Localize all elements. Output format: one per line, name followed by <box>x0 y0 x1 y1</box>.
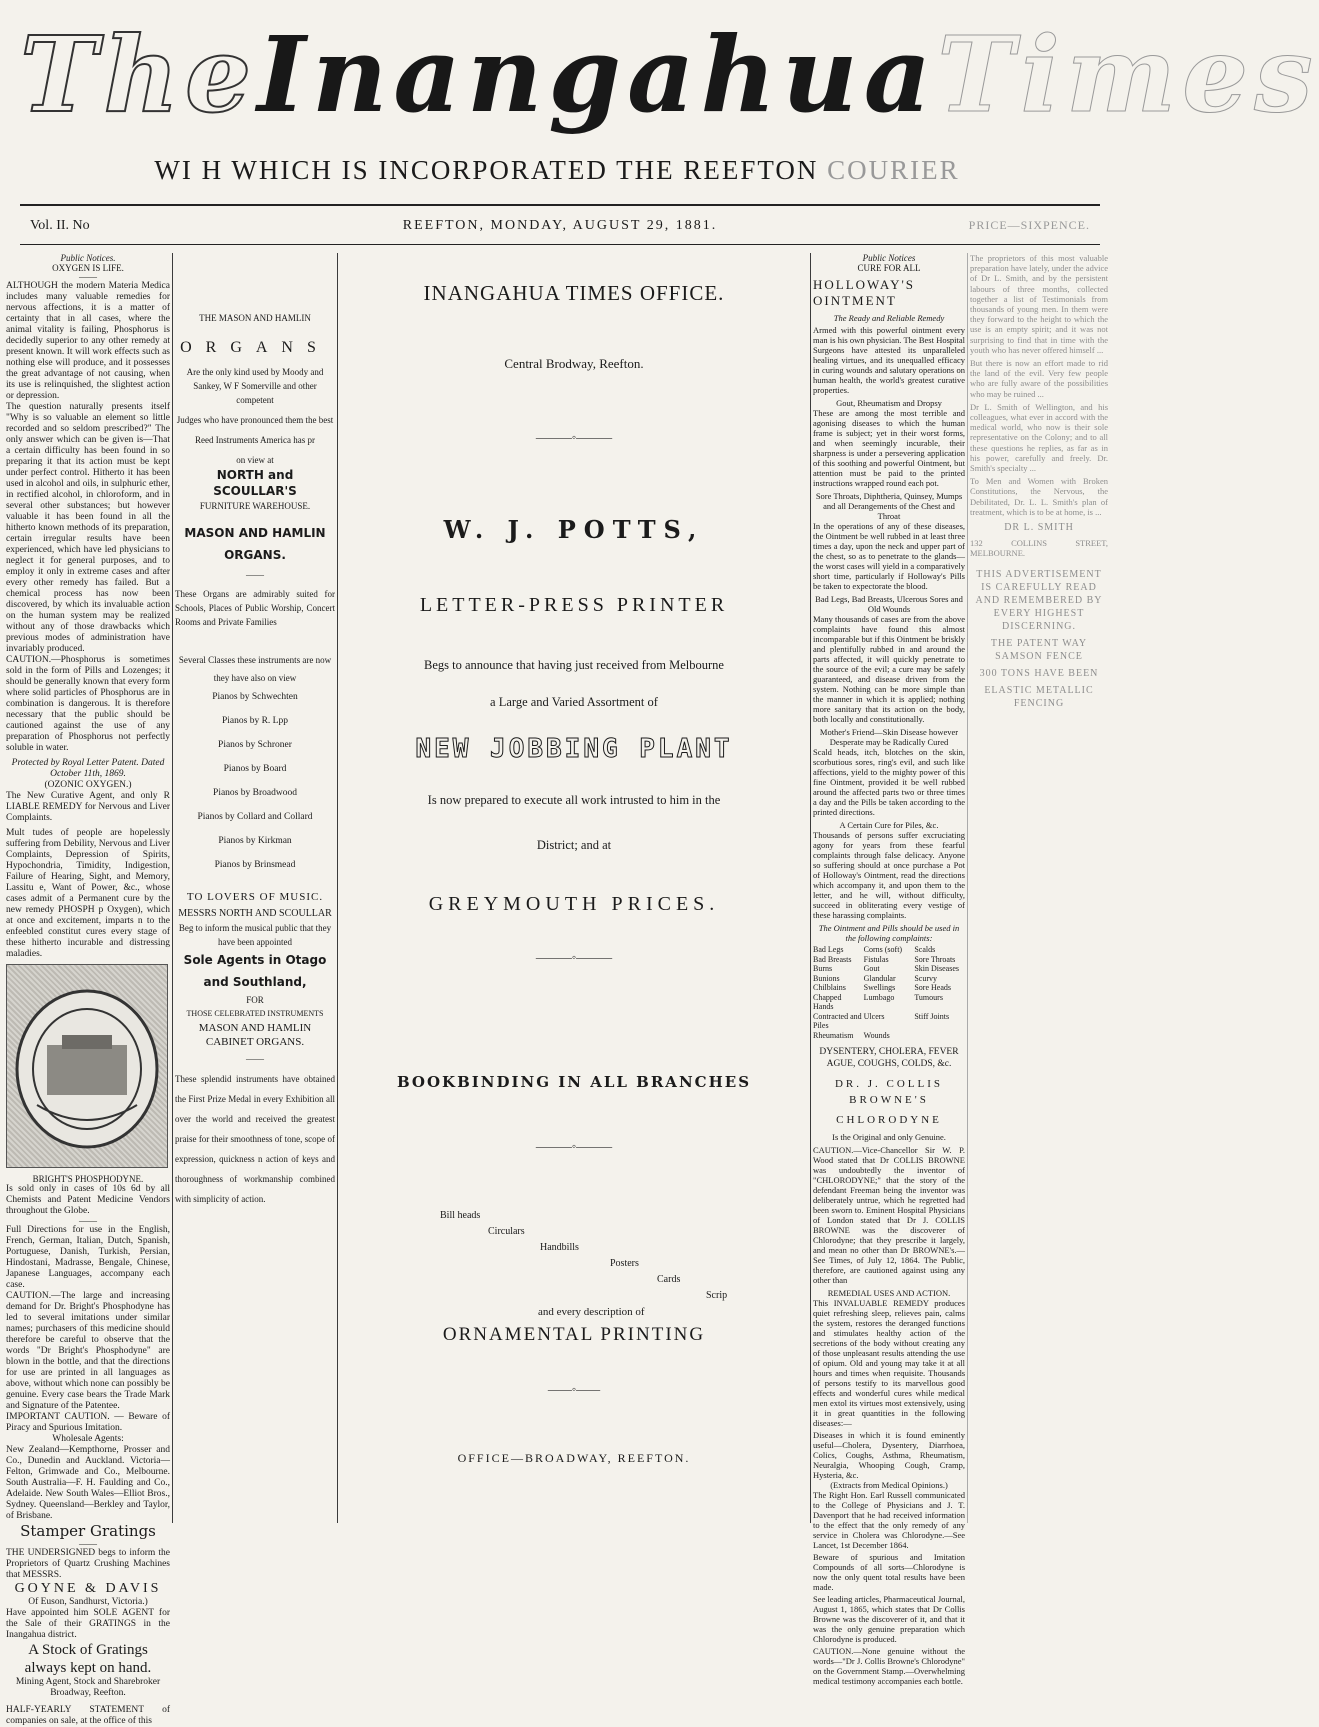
ad-body: The proprietors of this most valuable preparation have lately, under the advice of Dr L. Smith, and by the persistent labours of three months, collected together a list of Testimonials from thousands of young men. In them were they forward to the height to which the use is an empty spirit; and it was not surprising to find that in time with the youth who has never offered himself ... <box>970 253 1108 355</box>
ad-heading: ORNAMENTAL PRINTING <box>442 1324 706 1345</box>
complaint-item: Glandular <box>863 973 896 983</box>
divider: ———◦——— <box>535 950 613 964</box>
piano-item: Pianos by R. Lpp <box>222 716 288 726</box>
print-items <box>340 1210 808 1320</box>
ad-body: THE UNDERSIGNED begs to inform the Proprietors of Quartz Crushing Machines that MESSRS. <box>6 1548 170 1580</box>
piano-item: Pianos by Collard and Collard <box>197 812 313 822</box>
ad-subhead: (OZONIC OXYGEN.) <box>44 780 132 790</box>
issue-date: REEFTON, MONDAY, AUGUST 29, 1881. <box>402 218 718 233</box>
ad-body: Reed Instruments America has pr <box>195 435 315 445</box>
ad-heading: LETTER-PRESS PRINTER <box>419 594 729 616</box>
divider: —— <box>79 1539 97 1549</box>
ad-caution: CAUTION.—Phosphorus is sometimes sold in the form of Pills and Lozenges; it should be generally known that every form where solid particles of Phosphorus are in combination is dangerous. It is therefore necessary that the public should be cautioned against the use of any preparation of Phosphorus not perfectly soluble in water. <box>6 655 170 753</box>
complaint-item: Rheumatism <box>813 1030 854 1040</box>
ad-body: IMPORTANT CAUTION. — Beware of Piracy and Spurious Imitation. <box>6 1412 170 1433</box>
ad-body: But there is now an effort made to rid the land of the evil. Very few people who are fully aware of the possibilities who may be ruined ... <box>970 358 1108 399</box>
divider: —— <box>246 570 264 580</box>
ad-body: ALTHOUGH the modern Materia Medica includes many valuable remedies for nervous affections, it is a matter of certainty that in all cases, where the animal vitality is failing, Phosphorus is decidedly superior to any other remedy at present known. It will work effects such as nothing else will produce, and it possesses the great advantage of not causing, when its use is relinquished, the slightest action or depression. <box>6 281 170 401</box>
ad-subhead: Mother's Friend—Skin Disease however Desperate may be Radically Cured <box>819 727 959 747</box>
ad-heading: HOLLOWAY'S OINTMENT <box>813 277 916 308</box>
divider: —— <box>79 1216 97 1226</box>
column-printing-office <box>340 253 808 1523</box>
trademark-logo <box>6 964 168 1168</box>
complaint-item: Ulcers <box>863 1011 885 1021</box>
ad-subhead: Wholesale Agents: <box>52 1434 124 1444</box>
ad-body: Many thousands of cases are from the above complaints have found this almost incomparable but if this Ointment be briskly and plentifully rubbed in and around the parts affected, it will quickly penetrate to the source of the evil; a cure may be safely guaranteed, and disease driven from the system. Nothing can be more simple than the manner in which it is applied; nothing more sanitary that its action on the body, both locally and constitutionally. <box>813 614 965 724</box>
title-word-inangahua: Inangahua <box>257 12 938 136</box>
complaint-item: Skin Diseases <box>914 964 959 973</box>
ad-heading: BOOKBINDING IN ALL BRANCHES <box>396 1073 752 1091</box>
subtitle-faint: COURIER <box>827 155 960 185</box>
ad-body: on view at <box>236 455 274 465</box>
ad-body: THOSE CELEBRATED INSTRUMENTS <box>186 1009 324 1018</box>
ad-body: CAUTION.—None genuine without the words—"Dr J. Collis Browne's Chlorodyne" on the Government Stamp.—Overwhelming medical testimony accompanies each bottle. <box>813 1646 965 1686</box>
complaint-item: Bunions <box>813 973 840 983</box>
complaint-item: Lumbago <box>863 992 895 1002</box>
complaint-item: Bad Breasts <box>813 954 852 964</box>
ad-heading: TO LOVERS OF MUSIC. <box>186 891 324 903</box>
dateline <box>30 218 1090 240</box>
ad-heading: MASON AND HAMLIN <box>198 1022 312 1034</box>
ad-heading: CURE FOR ALL <box>857 263 921 273</box>
ad-body: New Zealand—Kempthorne, Prosser and Co., Dunedin and Auckland. Victoria—Felton, Grimwade and Co., Melbourne. South Australia—F. H. Faulding and Co., Adelaide. New South Wales—Elliot Bros., Sydney. Queensland—Berkley and Taylor, of Brisbane. <box>6 1445 170 1521</box>
ad-body: Judges who have pronounced them the best <box>176 415 334 425</box>
ad-body: Diseases in which it is found eminently useful—Cholera, Dysentery, Diarrhoea, Colics, Coughs, Asthma, Rheumatism, Neuralgia, Whooping Cough, Cramp, Hysteria, &c. <box>813 1430 965 1480</box>
ad-body: a Large and Varied Assortment of <box>490 695 658 709</box>
ad-heading: THIS ADVERTISEMENT IS CAREFULLY READ AND REMEMBERED BY EVERY HIGHEST DISCERNING. <box>975 569 1103 633</box>
divider: —— <box>246 1054 264 1064</box>
ad-heading: Stamper Gratings <box>20 1522 156 1540</box>
ad-body: CAUTION.—Vice-Chancellor Sir W. P. Wood stated that Dr COLLIS BROWNE was undoubtedly the inventor of "CHLORODYNE;" that the story of the defendant Freeman being the inventor was deliberately untrue, which he regretted had been sworn to. Eminent Hospital Physicians of London stated that Dr J. COLLIS BROWNE was the discoverer of Chlorodyne; that they prescribe it largely, and mean no other than Dr BROWNE's.—See Times, of July 12, 1864. The Public, therefore, are cautioned against using any other than <box>813 1145 965 1285</box>
column-public-notices <box>6 253 170 1726</box>
ad-heading: MASON AND HAMLIN <box>184 526 326 540</box>
complaint-item: Gout <box>863 964 880 973</box>
complaint-item: Scalds <box>914 945 936 954</box>
ad-body: To Men and Women with Broken Constitutions, the Nervous, the Debilitated, Dr. L. L. Smith's plan of treatment, which is to be at home, is ... <box>970 476 1108 517</box>
complaint-item: Wounds <box>863 1030 890 1040</box>
complaint-item: Chilblains <box>813 983 846 992</box>
ad-body: The New Curative Agent, and only R LIABLE REMEDY for Nervous and Liver Complaints. <box>6 791 170 823</box>
piano-list <box>175 685 335 877</box>
ad-body: Are the only kind used by Moody and Sankey, W F Somerville and other competent <box>186 367 324 405</box>
masthead-subtitle <box>0 155 1114 186</box>
ad-body: Mining Agent, Stock and Sharebroker Broadway, Reefton. <box>15 1677 161 1698</box>
ad-subhead: Is the Original and only Genuine. <box>832 1132 946 1142</box>
complaint-item: Tumours <box>914 992 943 1002</box>
column-rule <box>172 253 173 1523</box>
ad-body: FURNITURE WAREHOUSE. <box>199 501 311 511</box>
column-faded-notices <box>970 253 1108 1523</box>
ad-heading: THE PATENT WAY SAMSON FENCE <box>990 638 1088 663</box>
ad-body: Full Directions for use in the English, French, German, Italian, Dutch, Spanish, Portuguese, Danish, Turkish, Persian, Hindostani, Madrasse, Bengale, Chinese, Japanese Languages, accompany each case. <box>6 1225 170 1290</box>
ad-body: Beg to inform the musical public that they have been appointed <box>178 923 332 947</box>
divider: ———◦——— <box>535 430 613 444</box>
ad-firm-name: GOYNE & DAVIS <box>14 1581 162 1596</box>
ad-body: Is now prepared to execute all work intrusted to him in the <box>427 793 721 807</box>
ad-subhead: A Certain Cure for Piles, &c. <box>839 820 939 830</box>
ad-heading: THE MASON AND HAMLIN <box>199 313 311 323</box>
piano-item: Pianos by Schwechten <box>212 692 298 702</box>
column-rule <box>337 253 338 1523</box>
title-word-the: The <box>20 12 258 136</box>
ad-heading: CABINET ORGANS. <box>205 1036 305 1048</box>
column-holloway <box>813 253 965 1686</box>
complaints-table <box>813 945 965 1040</box>
complaint-item: Stiff Joints <box>914 1011 950 1021</box>
complaint-item: Sore Heads <box>914 983 951 992</box>
newspaper-title <box>20 12 1319 136</box>
ad-patent: Protected by Royal Letter Patent. Dated October 11th, 1869. <box>11 758 165 779</box>
ad-subhead: Bad Legs, Bad Breasts, Ulcerous Sores and Old Wounds <box>815 594 963 614</box>
ad-heading: ORGANS. <box>224 548 286 562</box>
ad-subhead: (Extracts from Medical Opinions.) <box>830 1480 948 1490</box>
complaint-item: Corns (soft) <box>863 945 903 954</box>
ad-body: These splendid instruments have obtained the First Prize Medal in every Exhibition all over the world and received the greatest praise for their smoothness of tone, scope of expression, quickness n action of keys and thoroughness of workmanship combined with simplicity of action. <box>175 1074 335 1204</box>
ad-body: Of Euson, Sandhurst, Victoria.) <box>28 1597 148 1607</box>
ad-firm-name: W. J. POTTS, <box>443 515 705 544</box>
ad-heading: DYSENTERY, CHOLERA, FEVER AGUE, COUGHS, COLDS, &c. <box>819 1047 959 1069</box>
print-item: Scrip <box>706 1290 728 1301</box>
volume-number: Vol. II. No <box>30 218 90 233</box>
complaint-item: Burns <box>813 964 833 973</box>
ad-firm-name: NORTH and SCOULLAR'S <box>213 468 297 498</box>
piano-item: Pianos by Schroner <box>218 740 292 750</box>
ad-body: FOR <box>246 995 264 1005</box>
ad-body: The Right Hon. Earl Russell communicated to the College of Physicians and J. T. Davenport that he had received information to the effect that the only remedy of any service in Cholera was Chlorodyne.—See Lancet, 1st December 1864. <box>813 1490 965 1550</box>
print-item: Posters <box>610 1258 639 1269</box>
title-word-times: Times <box>937 12 1319 136</box>
divider: ———◦——— <box>535 1139 613 1153</box>
subtitle-main: WI H WHICH IS INCORPORATED THE REEFTON <box>154 155 819 185</box>
ad-body: The question naturally presents itself "Why is so valuable an element so little recorded and so seldom prescribed?" The only answer which can be given is—That a certain difficulty has been found in so preparing it that its action must be kept under perfect control. Hitherto it has been used in alcohol and oils, in sulphuric ether, in rectified alcohol, in chloroform, and in several other substances; but however valuable it has been found in all the hitherto known methods of its preparation, certain irregular results have been experienced, which have led physicians to neglect it for general purposes, and to employ it only in extreme cases and after every other remedy has failed. But a chemical process has now been discovered, by which its invaluable action on the human system may be realized without any of those drawbacks which previous modes of administration have invariably produced. <box>6 402 170 654</box>
complaint-item: Fistulas <box>863 954 889 964</box>
complaint-item: Swellings <box>863 983 896 992</box>
complaint-item: Bad Legs <box>813 945 844 954</box>
ad-body: Is sold only in cases of 10s 6d by all Chemists and Patent Medicine Vendors throughout the Globe. <box>6 1184 170 1216</box>
ad-body: Beware of spurious and Imitation Compounds of all sorts—Chlorodyne is now the only quent total results have been made. <box>813 1552 965 1592</box>
ad-heading-large: ORGANS <box>180 339 330 356</box>
ad-body: CAUTION.—The large and increasing demand for Dr. Bright's Phosphodyne has led to several imitations under similar names; purchasers of this medicine should therefore be careful to observe that the words "Dr Bright's Phosphodyne" are blown in the bottle, and that the directions for use are printed in all languages as above, without which none can possibly be genuine. Every case bears the Trade Mark and Signature of the Patentee. <box>6 1291 170 1411</box>
ad-subhead: REMEDIAL USES AND ACTION. <box>827 1288 951 1298</box>
ad-body: These Organs are admirably suited for Schools, Places of Public Worship, Concert Rooms and Private Families <box>175 589 335 627</box>
complaint-item: Contracted and Piles <box>813 1011 862 1030</box>
ad-heading: GREYMOUTH PRICES. <box>428 893 720 915</box>
ad-body: HALF-YEARLY STATEMENT of companies on sale, at the office of this <box>6 1705 170 1726</box>
complaint-item: Sore Throats <box>914 954 956 964</box>
ad-body: See leading articles, Pharmaceutical Journal, August 1, 1865, which states that Dr Collis Browne was the discoverer of it, and that it was the only genuine preparation which Chlorodyne is produced. <box>813 1594 965 1644</box>
print-item: Circulars <box>488 1226 525 1237</box>
masthead-rule-bottom <box>20 244 1100 245</box>
ad-body: Several Classes these instruments are now <box>178 655 332 665</box>
ad-body: Scald heads, itch, blotches on the skin, scorbutious sores, ring's evil, and such like affections, yield to the mighty power of this fine Ointment, provided it be well rubbed around the affected parts two or three times a day and the Pills be taken according to the printed directions. <box>813 747 965 817</box>
piano-item: Pianos by Board <box>223 764 287 774</box>
ad-heading: A Stock of Gratings always kept on hand. <box>24 1642 152 1676</box>
ad-heading: Sole Agents in Otago and Southland, <box>183 953 327 989</box>
ad-address: OFFICE—BROADWAY, REEFTON. <box>457 1451 691 1465</box>
column-rule <box>967 253 968 1523</box>
ad-heading: NEW JOBBING PLANT <box>415 734 733 764</box>
divider: ——◦—— <box>547 1382 601 1396</box>
divider: —— <box>79 272 97 282</box>
issue-price: PRICE—SIXPENCE. <box>968 218 1090 232</box>
ad-heading: 300 TONS HAVE BEEN <box>979 668 1099 680</box>
column-rule <box>810 253 811 1523</box>
ad-body: Begs to announce that having just received from Melbourne <box>424 658 724 672</box>
ad-heading: ELASTIC METALLIC FENCING <box>984 685 1094 710</box>
ad-heading: OXYGEN IS LIFE. <box>52 263 124 273</box>
ad-subhead: The Ready and Reliable Remedy <box>833 313 945 323</box>
seal-icon <box>7 965 167 1167</box>
ad-address: Central Brodway, Reefton. <box>504 356 644 371</box>
ad-subhead: Gout, Rheumatism and Dropsy <box>836 398 942 408</box>
masthead-rule-top <box>20 204 1100 206</box>
ad-body: This INVALUABLE REMEDY produces quiet refreshing sleep, relieves pain, calms the system, restores the deranged functions and stimulates healthy action of the secretions of the body without creating any of those unpleasant results attending the use of opium. Old and young may take it at all hours and times when requisite. Thousands of persons testify to its marvellous good effects and wonderful cures while medical men extol its virtues most extensively, using it in great quantities in the following diseases:— <box>813 1298 965 1428</box>
print-item-tail: and every description of <box>538 1306 645 1318</box>
ad-body: Mult tudes of people are hopelessly suffering from Debility, Nervous and Liver Complaints, Depression of Spirits, Hypochondria, Timidity, Indigestion, Failure of Hearing, Sight, and Memory, Lassitu e, Want of Power, &c., whose cases admit of a Permanent cure by the new remedy PHOSPH p Oxygen), which at once and excitement, imparts n to the enfeebled constitut cures every stage of these hitherto incurable and distressing maladies. <box>6 828 170 959</box>
ad-heading: DR L. SMITH <box>1004 522 1074 534</box>
ad-body: Have appointed him SOLE AGENT for the Sale of their GRATINGS in the Inangahua district. <box>6 1608 170 1640</box>
print-item: Handbills <box>540 1242 579 1253</box>
ad-heading: CHLORODYNE <box>836 1114 942 1126</box>
ad-body: Thousands of persons suffer excruciating agony for years from these fearful complaints through false delicacy. Anyone so suffering should at once purchase a Pot of Holloway's Ointment, read the directions which accompany it, and upon them to the letter, and he will, without difficulty, succeed in obliterating every vestige of these harassing complaints. <box>813 830 965 920</box>
ad-body: Dr L. Smith of Wellington, and his colleagues, what ever in accord with the medical world, who now is their sole representative on the Colony; and to all these questions he replies, as far as in his power, carefully and freely. Dr. Smith's specialty ... <box>970 401 1108 474</box>
print-item: Bill heads <box>440 1210 481 1221</box>
ad-body: These are among the most terrible and agonising diseases to which the human frame is subject; yet in their worst forms, and when seemingly incurable, their sharpness is under a persevering application of this soothing and powerful Ointment, but attention must be paid to the printed instructions wrapped round each pot. <box>813 408 965 488</box>
section-label: Public Notices. <box>60 253 116 263</box>
ad-subhead: Sore Throats, Diphtheria, Quinsey, Mumps and all Derangements of the Chest and Throat <box>815 491 963 521</box>
print-item: Cards <box>657 1274 681 1285</box>
piano-item: Pianos by Kirkman <box>218 836 292 846</box>
section-label: Public Notices <box>862 253 916 263</box>
ad-address: 132 COLLINS STREET, MELBOURNE. <box>970 538 1108 559</box>
ad-heading: DR. J. COLLIS BROWNE'S <box>834 1078 944 1106</box>
ad-heading: INANGAHUA TIMES OFFICE. <box>423 281 725 305</box>
ad-body: they have also on view <box>213 673 297 683</box>
complaint-item: Chapped Hands <box>813 992 842 1011</box>
complaint-item: Scurvy <box>914 973 937 983</box>
piano-item: Pianos by Broadwood <box>213 788 297 798</box>
piano-item: Pianos by Brinsmead <box>214 860 296 870</box>
column-organs <box>175 253 335 1523</box>
ad-body: In the operations of any of these diseases, the Ointment be well rubbed in at least three times a day, upon the neck and upper part of the chest, so as to penetrate to the glands—the worst cases will yield in a comparatively short time, particularly if Holloway's Pills be taken to expectorate the blood. <box>813 521 965 591</box>
ad-body: District; and at <box>536 838 612 852</box>
ad-heading: BRIGHT'S PHOSPHODYNE. <box>32 1174 144 1184</box>
ad-body: Armed with this powerful ointment every man is his own physician. The Best Hospital Surgeons have attested its unparalleled healing virtues, and its unequalled efficacy in curing wounds and salutary operations on human health, the world's greatest curative properties. <box>813 325 965 395</box>
masthead <box>0 0 1319 200</box>
ad-subhead: The Ointment and Pills should be used in the following complaints: <box>818 923 960 943</box>
ad-body: MESSRS NORTH AND SCOULLAR <box>178 908 332 919</box>
